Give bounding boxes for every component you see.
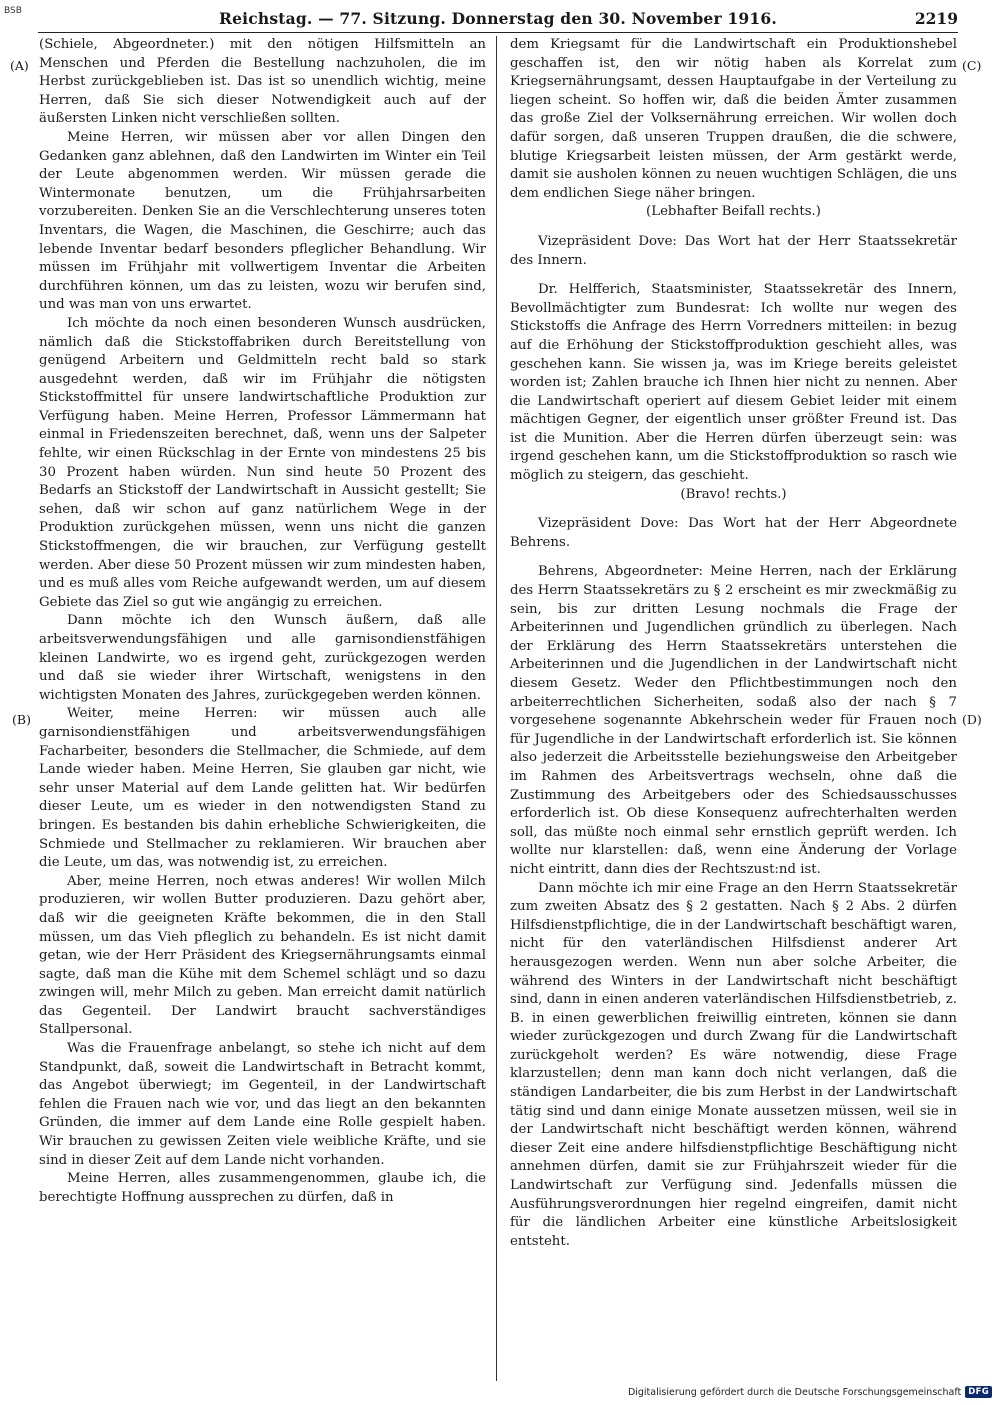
paragraph: Was die Frauenfrage anbelangt, so stehe ich nicht auf dem Standpunkt, daß, soweit die Landwirtschaft in Betracht kommt, das Angebot überwiegt; im Gegenteil, in der Landwirtschaft fehlen die Frauen nach wie vor, und das liegt an den bekannten Gründen, die immer auf dem Lande eine Rolle gespielt haben. Wir brauchen zu gewissen Zeiten viele weibliche Kräfte, und sie sind in dieser Zeit auf dem Lande nicht vorhanden. xyxy=(39,1041,486,1168)
paragraph: Vizepräsident Dove: Das Wort hat der Herr Abgeordnete Behrens. xyxy=(510,516,957,550)
paragraph: Meine Herren, wir müssen aber vor allen Dingen den Gedanken ganz ablehnen, daß den Landwirten im Winter ein Teil der Leute abgenommen werden. Wir müssen gerade die Wintermonate benutzen, um die Frühjahrsarbeiten vorzubereiten. Denken Sie an die Verschlechterung unseres toten Inventars, die Wagen, die Maschinen, die Geschirre; auch das lebende Inventar bedarf besonders pfleglicher Behandlung. Wir müssen im Frühjahr mit vollwertigem Inventar die Arbeiten durchführen können, um das zu leisten, wozu wir berufen sind, und was man von uns erwartet. xyxy=(39,129,486,313)
paragraph: (Schiele, Abgeordneter.) mit den nötigen Hilfsmitteln an Menschen und Pferden die Bestellung nachzuholen, die im Herbst zurückgeblieben ist. Das ist so unendlich wichtig, meine Herren, daß Sie sich dieser Notwendigkeit auch auf der äußersten Linken nicht verschließen sollten. xyxy=(39,37,486,127)
running-title: Reichstag. — 77. Sitzung. Donnerstag den 30. November 1916. xyxy=(219,9,777,28)
page-number: 2219 xyxy=(914,9,958,28)
funding-note: Digitalisierung gefördert durch die Deutsche Forschungsgemeinschaft xyxy=(627,1386,962,1398)
paragraph: (Bravo! rechts.) xyxy=(680,486,787,502)
column-divider xyxy=(496,36,497,1381)
paragraph: Weiter, meine Herren: wir müssen auch alle garnisondienstfähigen und arbeitsverwendungsfähigen Facharbeiter, besonders die Stellmacher, die Schmiede, auf dem Lande wieder haben. Meine Herren, Sie glauben gar nicht, wie sehr unser Material auf dem Lande gelitten hat. Wir bedürfen dieser Leute, um es wieder in den notwendigsten Stand zu bringen. Es bestanden bis dahin erhebliche Schwierigkeiten, die Schmiede und Stellmacher zu reklamieren. Wir brauchen aber die Leute, um das, was notwendig ist, zu erreichen. xyxy=(39,706,486,871)
paragraph: Dann möchte ich den Wunsch äußern, daß alle arbeitsverwendungsfähigen und alle garnisondienstfähigen kleinen Landwirte, wo es irgend geht, zurückgezogen werden und daß sie wieder ihrer Wirtschaft, wenigstens in den wichtigsten Monaten des Jahres, zurückgegeben werden können. xyxy=(39,613,486,703)
margin-mark-d: (D) xyxy=(962,712,982,727)
library-mark: BSB xyxy=(4,6,22,16)
margin-mark-a: (A) xyxy=(10,58,29,73)
paragraph: Aber, meine Herren, noch etwas anderes! Wir wollen Milch produzieren, wir wollen Butter produzieren. Dazu gehört aber, daß wir die geeigneten Kräfte bekommen, die in den Stall müssen, um das Vieh pfleglich zu behandeln. Es ist nicht damit getan, wie der Herr Präsident des Kriegsernährungsamts einmal sagte, daß man die Kühe mit dem Schemel schlägt und so dazu zwingen will, mehr Milch zu geben. Man erreicht damit natürlich das Gegenteil. Der Landwirt braucht sachverständiges Stallpersonal. xyxy=(39,873,486,1038)
paragraph: dem Kriegsamt für die Landwirtschaft ein Produktionshebel geschaffen ist, den wir nötig haben als Korrelat zum Kriegsernährungsamt, dessen Hauptaufgabe in der Verteilung zu liegen scheint. So hoffen wir, daß die beiden Ämter zusammen das große Ziel der Volksernährung erreichen. Wir wollen doch dafür sorgen, daß unseren Truppen draußen, die die schwere, blutige Kriegsarbeit leisten müssen, der Arm gestärkt werde, damit sie ausholen können zu neuen wuchtigen Schlägen, die uns dem endlichen Siege näher bringen. xyxy=(510,37,957,201)
paragraph: Ich möchte da noch einen besonderen Wunsch ausdrücken, nämlich daß die Stickstoffabriken durch Bereitstellung von genügend Arbeitern und Geldmitteln recht bald so stark ausgedehnt werden, daß wir im Frühjahr die nötigsten Stickstoffmittel für unsere landwirtschaftliche Produktion zur Verfügung haben. Meine Herren, Professor Lämmermann hat einmal in Friedenszeiten berechnet, daß, wenn uns der Salpeter fehlte, wir einen Rückschlag in der Ernte von mindestens 25 bis 30 Prozent haben würden. Nun sind heute 50 Prozent des Bedarfs an Stickstoff der Landwirtschaft in Aussicht gestellt; Sie sehen, daß wir schon auf ganz natürlichem Wege in der Produktion zurückgehen müssen, wenn uns nicht die ganzen Stickstoffmengen, die wir brauchen, zur Verfügung gestellt werden. Aber diese 50 Prozent müssen wir zum mindesten haben, und es muß alles vom Reiche aufgewandt werden, um auf diesem Gebiete das Ziel so gut wie angängig zu erreichen. xyxy=(39,315,486,610)
paragraph: Dr. Helfferich, Staatsminister, Staatssekretär des Innern, Bevollmächtigter zum Bundesrat: Ich wollte nur wegen des Stickstoffs die Anfrage des Herrn Vorredners mitteilen: in bezug auf die Erhöhung der Stickstoffproduktion geschieht alles, was geschehen kann. Sie wissen ja, was im Kriege bereits geleistet worden ist; Zahlen brauche ich Ihnen hier nicht zu nennen. Aber die Landwirtschaft operiert auf diesem Gebiet leider mit einem mächtigen Gegner, der eigentlich unser größter Freund ist. Das ist die Munition. Aber die Herren dürfen überzeugt sein: was irgend geschehen kann, um die Stickstoffproduktion so rasch wie möglich zu steigern, das geschieht. xyxy=(510,282,957,484)
paragraph: Behrens, Abgeordneter: Meine Herren, nach der Erklärung des Herrn Staatssekretärs zu § 2 erscheint es mir zweckmäßig zu sein, bis zur dritten Lesung nochmals die Frage der Arbeiterinnen und Jugendlichen gründlich zu überlegen. Nach der Erklärung des Herrn Staatssekretärs unterstehen die Arbeiterinnen und die Jugendlichen in der Landwirtschaft nicht diesem Gesetz. Weder den Pflichtbestimmungen noch den arbeiterrechtlichen Sicherheiten, sodaß also der nach § 7 vorgesehene sogenannte Abkehrschein weder für Frauen noch für Jugendliche in der Landwirtschaft erforderlich ist. Sie können also jederzeit die Arbeitsstelle beziehungsweise den Arbeitgeber im Rahmen des Arbeitsvertrags wechseln, ohne daß die Zustimmung des Arbeitgebers oder des Schiedsausschusses erforderlich ist. Ob diese Konsequenz aufrechterhalten werden soll, das müßte noch einmal sehr ernstlich geprüft werden. Ich wollte nur klarstellen: daß, wenn eine Änderung der Vorlage nicht eintritt, dann dies der Rechtszust:nd ist. xyxy=(510,564,957,877)
left-column xyxy=(39,36,486,1207)
paragraph: Vizepräsident Dove: Das Wort hat der Herr Staatssekretär des Innern. xyxy=(510,233,957,268)
paragraph: (Lebhafter Beifall rechts.) xyxy=(646,204,821,220)
margin-mark-b: (B) xyxy=(12,712,31,727)
page-header xyxy=(38,8,958,33)
paragraph: Dann möchte ich mir eine Frage an den Herrn Staatssekretär zum zweiten Absatz des § 2 gestatten. Nach § 2 Abs. 2 dürfen Hilfsdienstpflichtige, die in der Landwirtschaft beschäftigt waren, nicht für den vaterländischen Hilfsdienst anderer Art herausgezogen werden. Wenn nun aber solche Arbeiter, die während des Winters in der Landwirtschaft nicht beschäftigt sind, dann in einen anderen vaterländischen Hilfsdienstbetrieb, z. B. in einen gewerblichen freiwillig eintreten, können sie dann wieder zurückgezogen und durch Zwang für die Landwirtschaft zurückgeholt werden? Es wäre notwendig, diese Frage klarzustellen; denn man kann doch nicht verlangen, daß die ständigen Landarbeiter, die bis zum Herbst in der Landwirtschaft tätig sind und dann einige Monate aussetzen müssen, weil sie in der Landwirtschaft nicht beschäftigt werden können, während dieser Zeit eine andere hilfsdienstpflichtige Beschäftigung nicht annehmen dürfen, damit sie zur Frühjahrszeit wieder für die Landwirtschaft zur Verfügung sind. Jedenfalls müssen die Ausführungsverordnungen hier regelnd eingreifen, damit nicht für die ländlichen Arbeiter eine künstliche Arbeitslosigkeit entsteht. xyxy=(510,880,957,1249)
dfg-logo-icon: DFG xyxy=(965,1386,992,1398)
paragraph: Meine Herren, alles zusammengenommen, glaube ich, die berechtigte Hoffnung aussprechen zu dürfen, daß in xyxy=(39,1171,486,1205)
footer xyxy=(628,1386,992,1398)
right-column xyxy=(510,36,957,1251)
margin-mark-c: (C) xyxy=(962,58,982,73)
